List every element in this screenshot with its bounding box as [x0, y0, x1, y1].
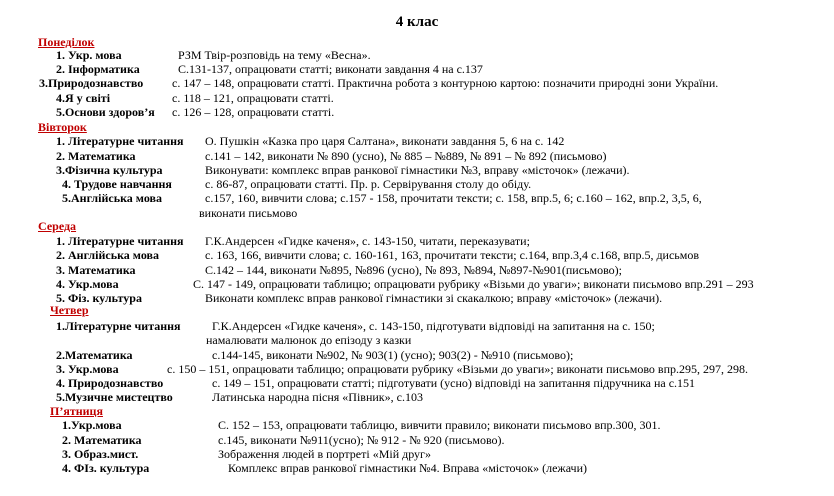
- task-text: с. 86-87, опрацювати статті. Пр. р. Сервірування столу до обіду.: [205, 177, 532, 191]
- task-text: Латинська народна пісня «Півник», с.103: [212, 390, 423, 404]
- task-text: Виконувати: комплекс вправ ранкової гімнастики №3, вправу «місточок» (лежачи).: [205, 163, 630, 177]
- page-title: 4 клас: [395, 14, 439, 30]
- task-text: с. 150 – 151, опрацювати таблицю; опрацювати рубрику «Візьми до уваги»; виконати письмово впр.295, 297, 298.: [167, 362, 749, 376]
- task-text: С.142 – 144, виконати №895, №896 (усно), № 893, №894, №897-№901(письмово);: [205, 263, 622, 277]
- task-text: С. 147 - 149, опрацювати таблицю; опрацювати рубрику «Візьми до уваги»; виконати письмово впр.291 – 293: [193, 277, 754, 291]
- task-text: Виконати комплекс вправ ранкової гімнастики зі скакалкою; вправу «місточок» (лежачи).: [205, 291, 663, 305]
- subject-label: 3. Укр.мова: [56, 362, 119, 376]
- subject-label: 3. Образ.мист.: [62, 447, 139, 461]
- subject-label: 4.Я у світі: [56, 91, 111, 105]
- task-continuation: намалювати малюнок до епізоду з казки: [206, 333, 412, 347]
- task-text: С.131-137, опрацювати статті; виконати завдання 4 на с.137: [178, 62, 483, 76]
- subject-label: 1. Літературне читання: [56, 134, 184, 148]
- day-heading: Понеділок: [38, 35, 95, 49]
- task-text: Г.К.Андерсен «Гидке каченя», с. 143-150, читати, переказувати;: [205, 234, 530, 248]
- subject-label: 1.Літературне читання: [56, 319, 181, 333]
- subject-label: 5.Музичне мистецтво: [56, 390, 173, 404]
- subject-label: 3. Математика: [56, 263, 136, 277]
- subject-label: 3.Фізична культура: [56, 163, 163, 177]
- subject-label: 2. Англійська мова: [56, 248, 160, 262]
- subject-label: 1. Укр. мова: [56, 48, 122, 62]
- subject-label: 1. Літературне читання: [56, 234, 184, 248]
- subject-label: 2. Математика: [62, 433, 142, 447]
- subject-label: 1.Укр.мова: [62, 418, 122, 432]
- task-text: О. Пушкін «Казка про царя Салтана», виконати завдання 5, 6 на с. 142: [205, 134, 565, 148]
- task-text: с. 163, 166, вивчити слова; с. 160-161, 163, прочитати тексти; с.164, впр.3,4 с.168, впр.5, дисьмов: [205, 248, 700, 262]
- subject-label: 3.Природознавство: [39, 76, 144, 90]
- task-text: с. 126 – 128, опрацювати статті.: [172, 105, 335, 119]
- task-text: с. 118 – 121, опрацювати статті.: [172, 91, 334, 105]
- task-text: С. 152 – 153, опрацювати таблицю, вивчити правило; виконати письмово впр.300, 301.: [218, 418, 661, 432]
- subject-label: 4. Природознавство: [56, 376, 164, 390]
- day-heading: Четвер: [50, 303, 89, 317]
- task-text: с.141 – 142, виконати № 890 (усно), № 885 – №889, № 891 – № 892 (письмово): [205, 149, 607, 163]
- subject-label: 2. Математика: [56, 149, 136, 163]
- day-heading: Вівторок: [38, 120, 87, 134]
- subject-label: 2.Математика: [56, 348, 133, 362]
- subject-label: 5. Фіз. культура: [56, 291, 142, 305]
- task-text: с.145, виконати №911(усно); № 912 - № 920 (письмово).: [218, 433, 505, 447]
- task-text: Зображення людей в портреті «Мій друг»: [218, 447, 431, 461]
- task-text: с. 147 – 148, опрацювати статті. Практична робота з контурною картою: позначити природні зони України.: [172, 76, 719, 90]
- task-continuation: виконати письмово: [199, 206, 298, 220]
- task-text: Г.К.Андерсен «Гидке каченя», с. 143-150, підготувати відповіді на запитання на с. 150;: [212, 319, 655, 333]
- subject-label: 4. ФІз. культура: [62, 461, 150, 475]
- subject-label: 2. Інформатика: [56, 62, 140, 76]
- day-heading: П’ятниця: [50, 404, 103, 418]
- task-text: Комплекс вправ ранкової гімнастики №4. Вправа «місточок» (лежачи): [228, 461, 588, 475]
- task-text: с.144-145, виконати №902, № 903(1) (усно); 903(2) - №910 (письмово);: [212, 348, 574, 362]
- subject-label: 5.Англійська мова: [62, 191, 163, 205]
- task-text: РЗМ Твір-розповідь на тему «Весна».: [178, 48, 371, 62]
- task-text: с. 149 – 151, опрацювати статті; підготувати (усно) відповіді на запитання підручника на с.151: [212, 376, 696, 390]
- subject-label: 4. Трудове навчання: [62, 177, 172, 191]
- task-text: с.157, 160, вивчити слова; с.157 - 158, прочитати тексти; с. 158, впр.5, 6; с.160 – 162, впр.2, 3,5, 6,: [205, 191, 702, 205]
- day-heading: Середа: [38, 219, 77, 233]
- subject-label: 4. Укр.мова: [56, 277, 119, 291]
- subject-label: 5.Основи здоров’я: [56, 105, 155, 119]
